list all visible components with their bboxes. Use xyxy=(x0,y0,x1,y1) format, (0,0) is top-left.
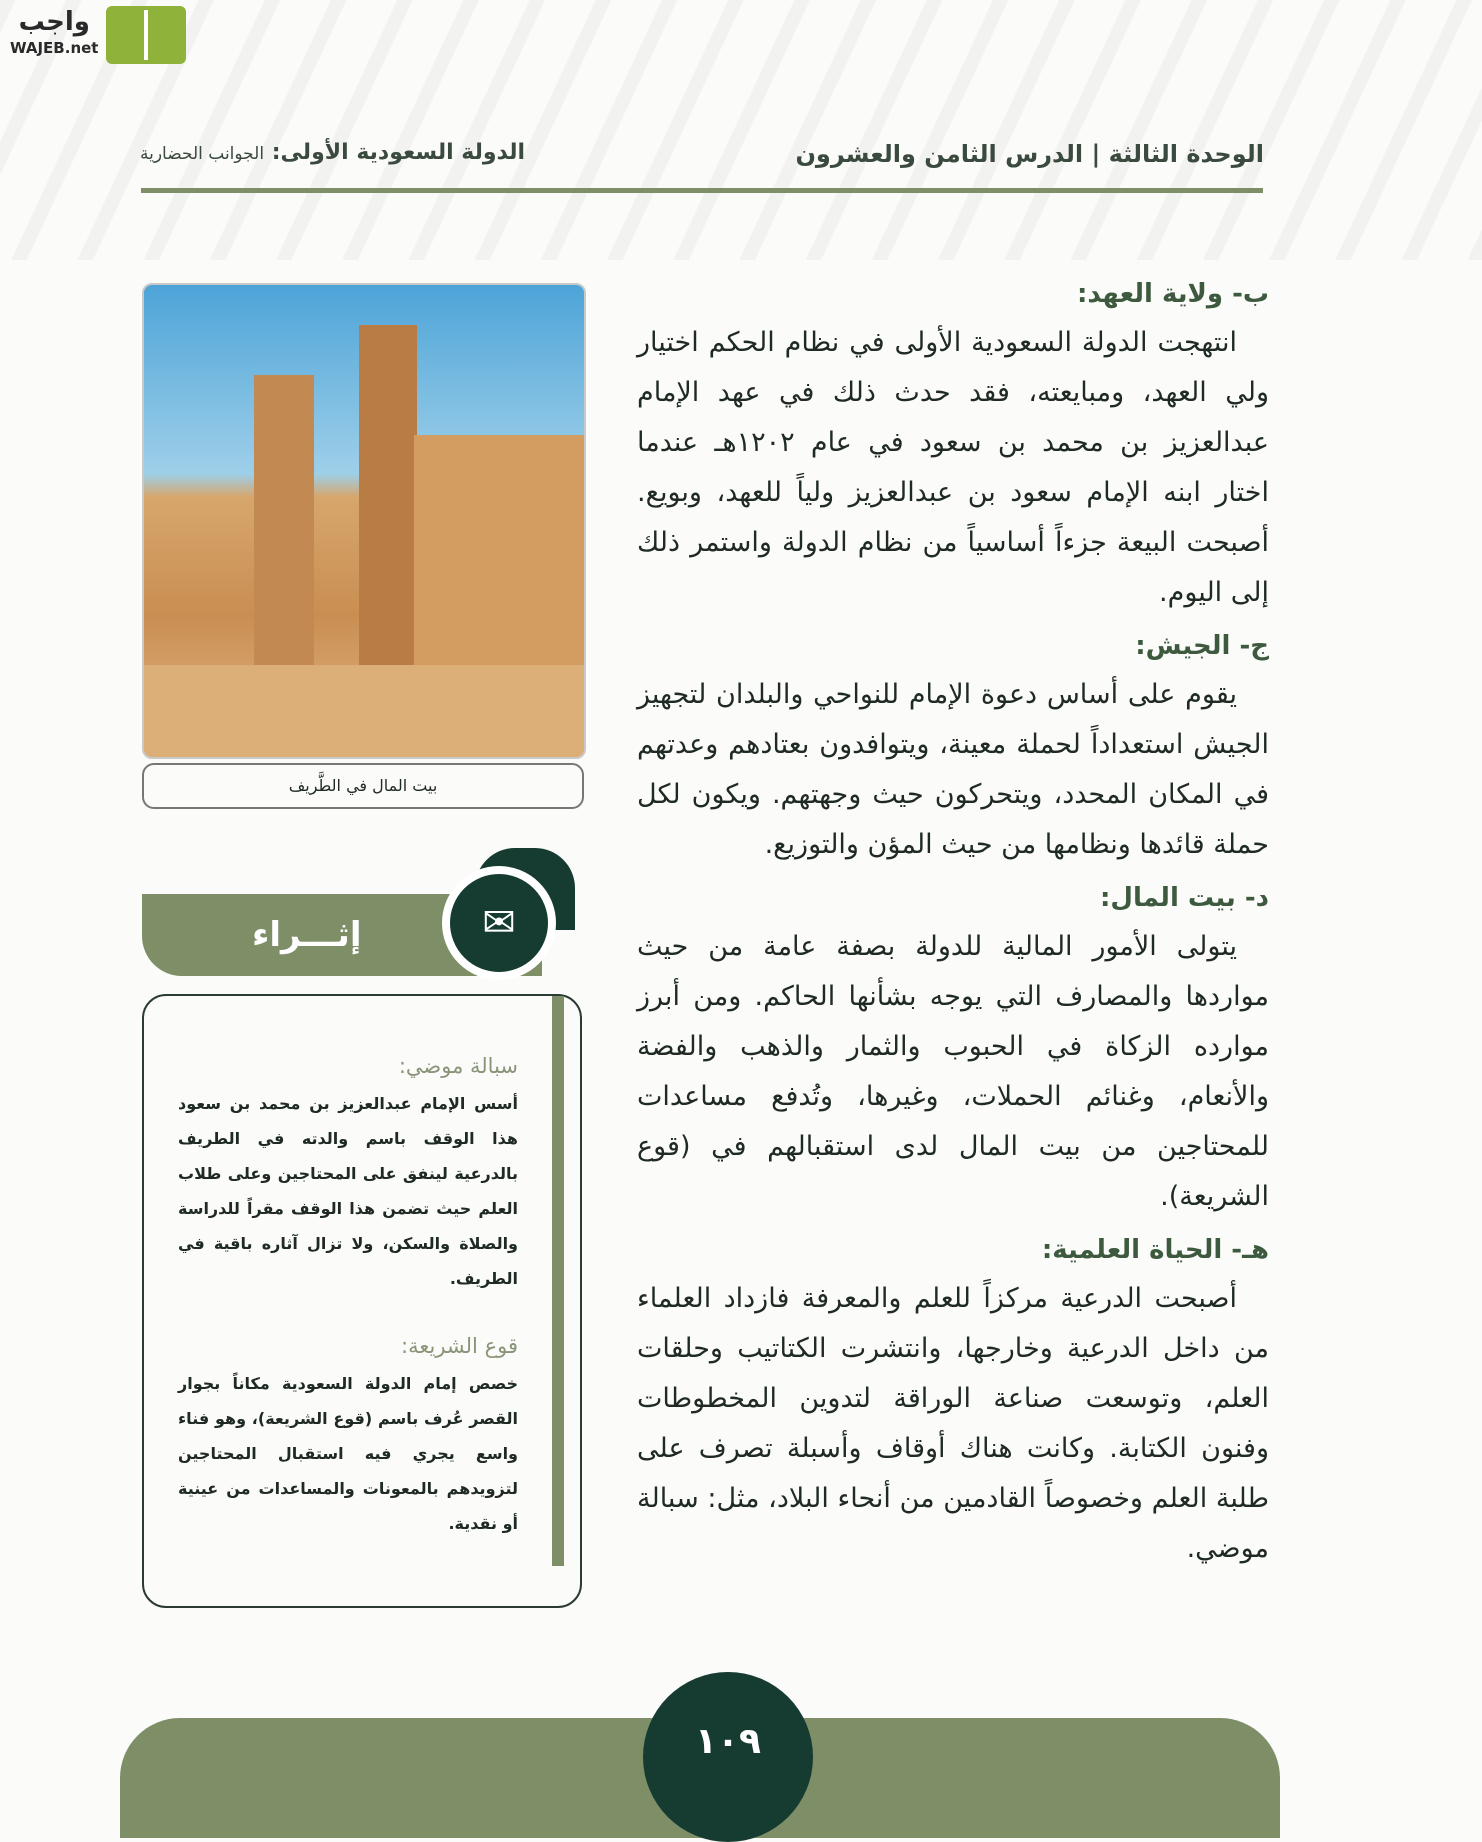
section-body: يتولى الأمور المالية للدولة بصفة عامة من حيث مواردها والمصارف التي يوجه بشأنها الحاكم. ومن أبرز موارده الزكاة في الحبوب والثمار والذهب والفضة والأنعام، وغنائم الحملات، وغيرها، وتُدفع مساعدات للمحتاجين من بيت المال لدى استقبالهم في (قوع الشريعة). xyxy=(637,931,1269,1212)
turaif-photo xyxy=(142,283,586,759)
calligraphy-background xyxy=(0,0,1482,260)
main-text xyxy=(637,270,1269,1578)
section-body: أصبحت الدرعية مركزاً للعلم والمعرفة فازداد العلماء من داخل الدرعية وخارجها، وانتشرت الكتاتيب وحلقات العلم، وتوسعت صناعة الوراقة لتدوين المخطوطات وفنون الكتابة. وكانت هناك أوقاف وأسبلة تصرف على طلبة العلم وخصوصاً القادمين من أنحاء البلاد، مثل: سبالة موضي. xyxy=(637,1283,1269,1564)
photo-caption: بيت المال في الطَّريف xyxy=(142,763,584,809)
enrichment-title: سبالة موضي: xyxy=(398,1054,518,1078)
tower xyxy=(359,325,417,705)
foreground-wall xyxy=(144,665,584,757)
wajeb-logo[interactable] xyxy=(10,6,186,64)
logo-arabic: واجب xyxy=(18,7,90,37)
section-title: ب- ولاية العهد: xyxy=(1076,279,1269,309)
enrichment-body: خصص إمام الدولة السعودية مكاناً بجوار القصر عُرف باسم (قوع الشريعة)، وهو فناء واسع يجري فيه استقبال المحتاجين لتزويدهم بالمعونات والمساعدات من عينية أو نقدية. xyxy=(178,1374,518,1533)
enrichment-box xyxy=(142,994,582,1608)
section-title: د- بيت المال: xyxy=(1100,883,1269,913)
logo-latin: WAJEB.net xyxy=(10,39,99,57)
topic: الدولة السعودية الأولى: xyxy=(271,140,526,165)
subtopic: الجوانب الحضارية xyxy=(140,144,265,164)
scroll-icon: ✉ xyxy=(442,866,556,980)
wall xyxy=(414,435,584,685)
section-title: هـ- الحياة العلمية: xyxy=(1041,1235,1269,1265)
enrichment-body: أسس الإمام عبدالعزيز بن محمد بن سعود هذا الوقف باسم والدته في الطريف بالدرعية لينفق على المحتاجين وعلى طلاب العلم حيث تضمن هذا الوقف مقراً للدراسة والصلاة والسكن، ولا تزال آثاره باقية في الطريف. xyxy=(178,1094,518,1288)
enrichment-title: قوع الشريعة: xyxy=(401,1334,518,1358)
box-accent-bar xyxy=(552,996,564,1566)
section-body: انتهجت الدولة السعودية الأولى في نظام الحكم اختيار ولي العهد، ومبايعته، فقد حدث ذلك في عهد الإمام عبدالعزيز بن محمد بن سعود في عام ١٢٠٢هـ عندما اختار ابنه الإمام سعود بن عبدالعزيز ولياً للعهد، وبويع. أصبحت البيعة جزءاً أساسياً من نظام الدولة واستمر ذلك إلى اليوم. xyxy=(637,327,1269,608)
section-title: ج- الجيش: xyxy=(1135,631,1269,661)
enrichment-banner: إثـــراء xyxy=(142,894,542,976)
page-number: ١٠٩ xyxy=(643,1672,813,1842)
unit-lesson-title: الوحدة الثالثة | الدرس الثامن والعشرون xyxy=(795,140,1264,168)
header-divider xyxy=(141,188,1263,193)
topic-title xyxy=(140,140,525,165)
tower xyxy=(254,375,314,715)
book-icon xyxy=(106,6,186,64)
section-body: يقوم على أساس دعوة الإمام للنواحي والبلدان لتجهيز الجيش استعداداً لحملة معينة، ويتوافدون بعتادهم وعدتهم في المكان المحدد، ويتحركون حيث وجهتهم. ويكون لكل حملة قائدها ونظامها من حيث المؤن والتوزيع. xyxy=(637,679,1269,860)
